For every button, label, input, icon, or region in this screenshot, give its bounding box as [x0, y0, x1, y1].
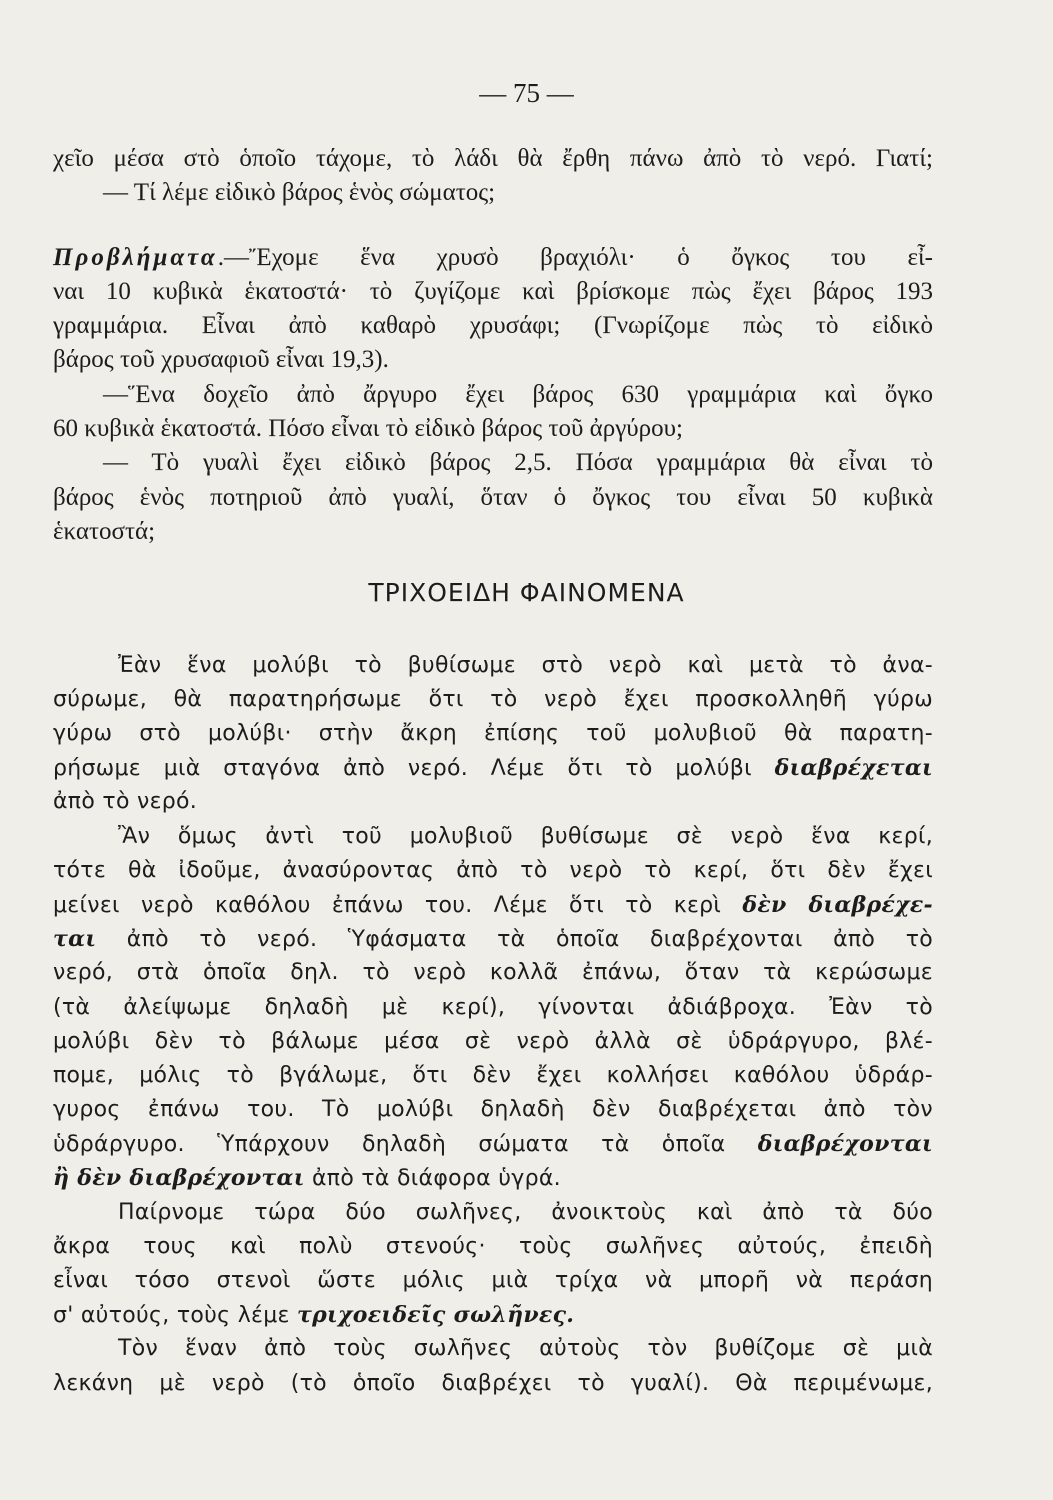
- text-line: τότε θὰ ἰδοῦμε, ἀνασύροντας ἀπὸ τὸ νερὸ τὸ κερί, ὅτι δὲν ἔχει: [53, 858, 933, 883]
- text-fragment: ἀπὸ τὸ νερό. Ὑφάσματα τὰ ὁποῖα διαβρέχονται ἀπὸ τὸ: [96, 927, 933, 952]
- text-line: —Ἕνα δοχεῖο ἀπὸ ἄργυρο ἔχει βάρος 630 γραμμάρια καὶ ὄγκο: [103, 381, 933, 408]
- text-line: Τὸν ἕναν ἀπὸ τοὺς σωλῆνες αὐτοὺς τὸν βυθίζομε σὲ μιὰ: [118, 1336, 933, 1361]
- text-line: Παίρνομε τώρα δύο σωλῆνες, ἀνοικτοὺς καὶ ἀπὸ τὰ δύο: [118, 1200, 933, 1225]
- text-line: [53, 922, 933, 957]
- page-number: — 75 —: [479, 78, 574, 108]
- text-line: νερό, στὰ ὁποῖα δηλ. τὸ νερὸ κολλᾶ ἐπάνω, ὅταν τὰ κερώσωμε: [53, 960, 933, 985]
- text-line: ναι 10 κυβικὰ ἑκατοστά· τὸ ζυγίζομε καὶ βρίσκομε πὼς ἔχει βάρος 193: [53, 278, 933, 305]
- text-line: ἑκατοστά;: [53, 518, 156, 545]
- text-line: Ἐὰν ἕνα μολύβι τὸ βυθίσωμε στὸ νερὸ καὶ μετὰ τὸ ἀνα-: [118, 653, 933, 678]
- text-line: [53, 751, 933, 786]
- text-fragment: μείνει νερὸ καθόλου ἐπάνω του. Λέμε ὅτι τὸ κερὶ: [53, 893, 743, 918]
- emphasis-term: τριχοειδεῖς σωλῆνες.: [296, 1302, 575, 1328]
- text-line: σύρωμε, θὰ παρατηρήσωμε ὅτι τὸ νερὸ ἔχει προσκολληθῆ γύρω: [53, 687, 933, 712]
- emphasis-term: δὲν διαβρέχε-: [742, 892, 933, 918]
- emphasis-term: διαβρέχονται: [757, 1131, 933, 1157]
- text-fragment: ὑδράργυρο. Ὑπάρχουν δηλαδὴ σώματα τὰ ὁποῖα: [53, 1132, 758, 1157]
- text-line: — Τί λέμε εἰδικὸ βάρος ἑνὸς σώματος;: [103, 179, 496, 206]
- text-line: ἀπὸ τὸ νερό.: [53, 789, 198, 814]
- text-line: λεκάνη μὲ νερὸ (τὸ ὁποῖο διαβρέχει τὸ γυαλί). Θὰ περιμένωμε,: [53, 1371, 933, 1396]
- text-fragment: .—Ἔχομε ἕνα χρυσὸ βραχιόλι· ὁ ὄγκος του εἶ-: [217, 244, 933, 271]
- problems-label: Προβλήματα: [53, 244, 218, 271]
- text-line: μολύβι δὲν τὸ βάλωμε μέσα σὲ νερὸ ἀλλὰ σὲ ὑδράργυρο, βλέ-: [53, 1029, 933, 1054]
- text-line: (τὰ ἀλείψωμε δηλαδὴ μὲ κερί), γίνονται ἀδιάβροχα. Ἐὰν τὸ: [53, 995, 933, 1020]
- text-fragment: ρήσωμε μιὰ σταγόνα ἀπὸ νερό. Λέμε ὅτι τὸ μολύβι: [53, 756, 775, 781]
- text-line: ἄκρα τους καὶ πολὺ στενούς· τοὺς σωλῆνες αὐτούς, ἐπειδὴ: [53, 1234, 933, 1259]
- text-line: γυρος ἐπάνω του. Τὸ μολύβι δηλαδὴ δὲν διαβρέχεται ἀπὸ τὸν: [53, 1097, 933, 1122]
- text-line: 60 κυβικὰ ἑκατοστά. Πόσο εἶναι τὸ εἰδικὸ βάρος τοῦ ἀργύρου;: [53, 415, 683, 442]
- text-line: γύρω στὸ μολύβι· στὴν ἄκρη ἐπίσης τοῦ μολυβιοῦ θὰ παρατη-: [53, 721, 933, 746]
- text-line: βάρος ἑνὸς ποτηριοῦ ἀπὸ γυαλί, ὅταν ὁ ὄγκος του εἶναι 50 κυβικὰ: [53, 484, 933, 511]
- text-line: [53, 1161, 933, 1196]
- text-line: [53, 241, 933, 275]
- emphasis-term: ἢ δὲν διαβρέχονται: [53, 1165, 305, 1191]
- text-fragment: ἀπὸ τὰ διάφορα ὑγρά.: [304, 1166, 561, 1191]
- text-line: εἶναι τόσο στενοὶ ὥστε μόλις μιὰ τρίχα νὰ μπορῆ νὰ περάση: [53, 1268, 933, 1293]
- text-line: βάρος τοῦ χρυσαφιοῦ εἶναι 19,3).: [53, 346, 389, 373]
- text-line: πομε, μόλις τὸ βγάλωμε, ὅτι δὲν ἔχει κολλήσει καθόλου ὑδράρ-: [53, 1063, 933, 1088]
- text-line: [53, 1298, 933, 1333]
- emphasis-term: διαβρέχεται: [774, 755, 933, 781]
- text-fragment: σ' αὐτούς, τοὺς λέμε: [53, 1303, 297, 1328]
- text-line: [53, 888, 933, 923]
- text-line: γραμμάρια. Εἶναι ἀπὸ καθαρὸ χρυσάφι; (Γνωρίζομε πὼς τὸ εἰδικὸ: [53, 312, 933, 339]
- text-line: χεῖο μέσα στὸ ὁποῖο τάχομε, τὸ λάδι θὰ ἔρθη πάνω ἀπὸ τὸ νερό. Γιατί;: [53, 145, 933, 172]
- text-line: — Τὸ γυαλὶ ἔχει εἰδικὸ βάρος 2,5. Πόσα γραμμάρια θὰ εἶναι τὸ: [103, 449, 933, 476]
- text-line: Ἂν ὅμως ἀντὶ τοῦ μολυβιοῦ βυθίσωμε σὲ νερὸ ἕνα κερί,: [118, 824, 933, 849]
- text-line: [53, 1127, 933, 1162]
- emphasis-term: ται: [53, 926, 97, 952]
- section-heading: ΤΡΙΧΟΕΙΔΗ ΦΑΙΝΟΜΕΝΑ: [368, 578, 685, 607]
